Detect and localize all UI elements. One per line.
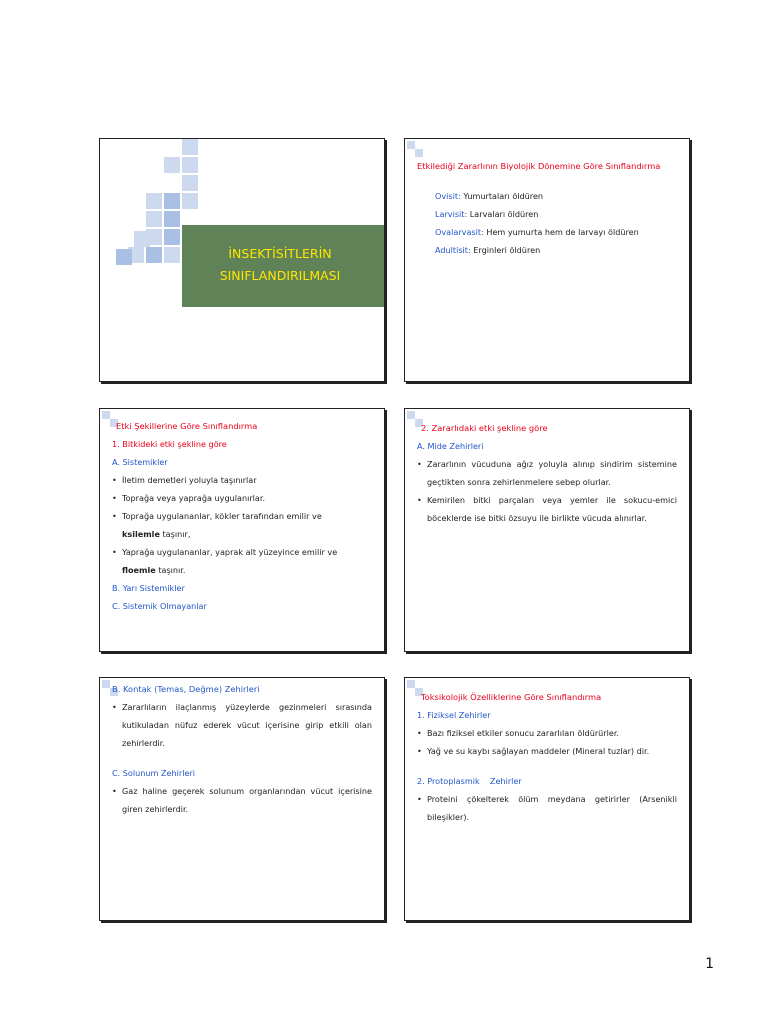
list-item — [417, 187, 677, 205]
definition: Erginleri öldüren — [473, 245, 541, 255]
list-item — [417, 205, 677, 223]
bullet — [112, 543, 372, 579]
decor-square — [146, 193, 162, 209]
decor-square — [164, 193, 180, 209]
slide-contact-poisons — [99, 677, 385, 921]
bullet: • Toprağa veya yaprağa uygulanırlar. — [112, 489, 372, 507]
section-heading: A. Sistemikler — [112, 457, 168, 467]
decor-square — [182, 157, 198, 173]
decor-square — [164, 157, 180, 173]
decor-square — [164, 229, 180, 245]
subheading: 2. Protoplasmik Zehirler — [417, 776, 522, 786]
bullet: • Bazı fiziksel etkiler sonucu zararlıları öldürürler. — [417, 724, 677, 742]
definition: Larvaları öldüren — [469, 209, 539, 219]
slide-heading: Toksikolojik Özelliklerine Göre Sınıflandırma — [421, 692, 602, 702]
decor-square — [182, 193, 198, 209]
section-heading: C. Sistemik Olmayanlar — [112, 601, 207, 611]
list-item — [417, 223, 677, 241]
slide-title-text — [192, 243, 368, 287]
decor-square — [182, 139, 198, 155]
bullet: • Gaz haline geçerek solunum organlarından vücut içerisine giren zehirlerdir. — [112, 782, 372, 818]
decor-square — [407, 680, 415, 688]
section-heading: B. Yarı Sistemikler — [112, 583, 185, 593]
decor-square — [415, 149, 423, 157]
slide-heading: B. Kontak (Temas, Değme) Zehirleri — [112, 684, 260, 694]
term: Larvisit: — [435, 209, 468, 219]
bullet-text: Toprağa uygulananlar, kökler tarafından emilir ve — [122, 511, 322, 521]
definition: Hem yumurta hem de larvayı öldüren — [486, 227, 639, 237]
page-number: 1 — [705, 956, 714, 972]
decor-square — [102, 680, 110, 688]
definition: Yumurtaları öldüren — [463, 191, 544, 201]
list-item — [417, 241, 677, 259]
slide-title — [99, 138, 385, 382]
bullet-text: taşınır. — [155, 565, 186, 575]
decor-square — [146, 211, 162, 227]
decor-square — [164, 211, 180, 227]
decor-square — [146, 247, 162, 263]
decor-square — [102, 411, 110, 419]
bullet-text: Yaprağa uygulananlar, yaprak alt yüzeyince emilir ve — [122, 547, 338, 557]
decor-square — [134, 231, 150, 247]
slide-biological-stage — [404, 138, 690, 382]
term: Adultisit: — [435, 245, 471, 255]
bullet: • İletim demetleri yoluyla taşınırlar — [112, 471, 372, 489]
decor-square — [164, 247, 180, 263]
subheading: 1. Bitkideki etki şekline göre — [112, 439, 227, 449]
slide-heading: Etki Şekillerine Göre Sınıflandırma — [116, 421, 258, 431]
bullet: • Yağ ve su kaybı sağlayan maddeler (Mineral tuzlar) dir. — [417, 742, 677, 760]
term: Ovisit: — [435, 191, 461, 201]
bold-term: floemle — [122, 565, 156, 575]
decor-square — [407, 141, 415, 149]
decor-square — [407, 411, 415, 419]
slide-heading: 2. Zararlıdaki etki şekline göre — [421, 423, 548, 433]
section-heading: C. Solunum Zehirleri — [112, 768, 196, 778]
bullet: • Zararlının vücuduna ağız yoluyla alınıp sindirim sistemine geçtikten sonra zehirlenmelere sebep olurlar. — [417, 455, 677, 491]
bullet-text: taşınır, — [159, 529, 191, 539]
title-line-2: SINIFLANDIRILMASI — [219, 268, 341, 283]
slide-effect-mode — [99, 408, 385, 652]
bold-term: ksilemle — [122, 529, 160, 539]
bullet: • Zararlıların ilaçlanmış yüzeylerde gezinmeleri sırasında kutikuladan nüfuz ederek vücut içerisine girip etkili olan zehirlerdir. — [112, 698, 372, 752]
decor-square — [116, 249, 132, 265]
subheading: 1. Fiziksel Zehirler — [417, 710, 491, 720]
slide-pest-effect — [404, 408, 690, 652]
term: Ovalarvasit: — [435, 227, 484, 237]
bullet: • Kemirilen bitki parçaları veya yemler ile sokucu-emici böceklerde ise bitki özsuyu ile birlikte vücuda alınırlar. — [417, 491, 677, 527]
bullet — [112, 507, 372, 543]
slide-toxicological — [404, 677, 690, 921]
slide-heading: Etkilediği Zararlının Biyolojik Dönemine Göre Sınıflandırma — [417, 161, 661, 171]
bullet: • Proteini çökelterek ölüm meydana getirirler (Arsenikli bileşikler). — [417, 790, 677, 826]
section-heading: A. Mide Zehirleri — [417, 441, 484, 451]
decor-square — [182, 175, 198, 191]
title-line-1: İNSEKTİSİTLERİN — [228, 246, 332, 261]
